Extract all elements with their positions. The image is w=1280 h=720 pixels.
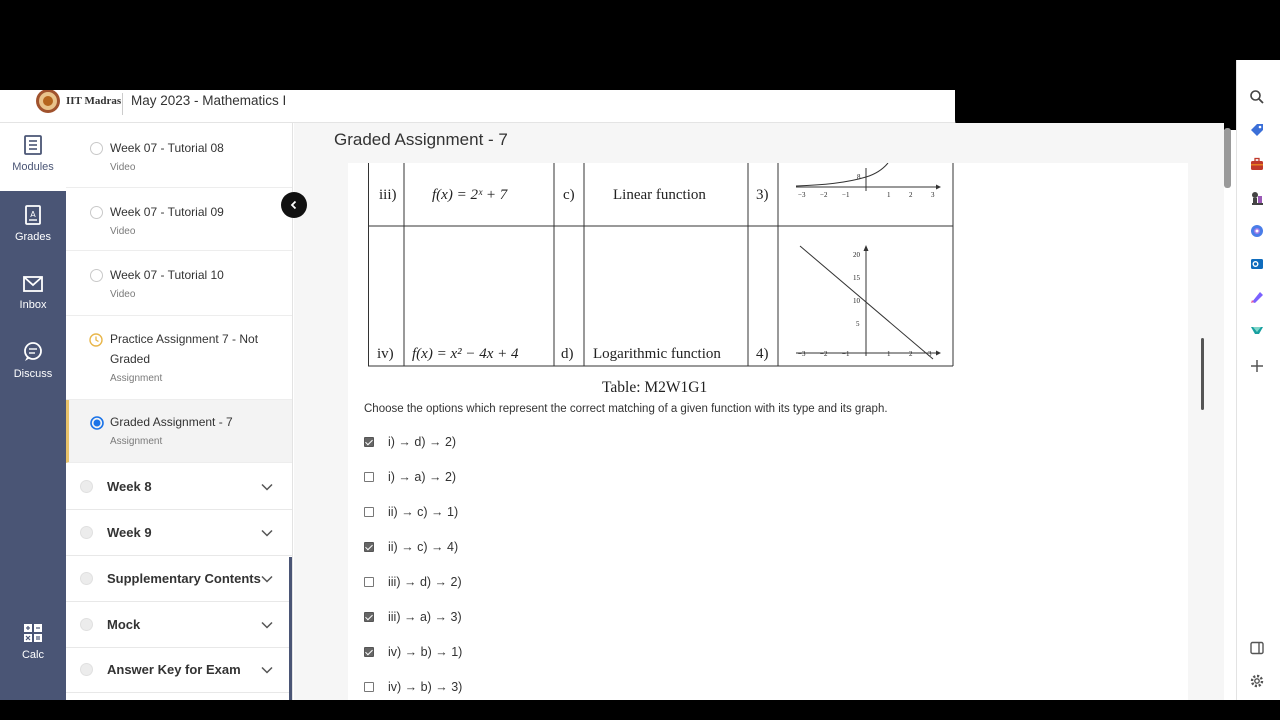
settings-icon[interactable] <box>1249 673 1265 689</box>
graph-3 <box>796 163 941 191</box>
tag-icon[interactable] <box>1249 122 1265 138</box>
org-name: IIT Madras <box>66 95 122 107</box>
tick-label: 3 <box>928 350 932 358</box>
lesson-title: Week 07 - Tutorial 08 <box>110 141 224 155</box>
sidebar-scrollbar[interactable] <box>289 557 292 700</box>
week-section-supplementary[interactable] <box>66 556 292 602</box>
page-scrollbar[interactable] <box>1224 128 1231 188</box>
checkbox-checked[interactable] <box>364 612 374 622</box>
status-radio-icon <box>80 480 93 493</box>
week-section-9[interactable] <box>66 510 292 556</box>
nav-label: Discuss <box>13 368 53 380</box>
tick-label: −1 <box>842 350 850 358</box>
option-label: iii) → d) → 2) <box>388 575 462 589</box>
option-label: i) → d) → 2) <box>388 435 457 449</box>
nav-label: Inbox <box>19 299 47 311</box>
lesson-title: Week 07 - Tutorial 09 <box>110 205 224 219</box>
option-label: ii) → c) → 1) <box>388 505 459 519</box>
graph-number: 3) <box>756 187 769 203</box>
tick-label: −3 <box>798 191 806 199</box>
modules-icon <box>21 133 45 157</box>
lesson-type: Video <box>110 289 136 300</box>
content-scrollbar[interactable] <box>1201 338 1204 410</box>
sidebar-toggle-icon[interactable] <box>1249 640 1265 656</box>
current-lesson-icon <box>90 416 104 430</box>
table-caption: Table: M2W1G1 <box>602 379 708 396</box>
page-title: Graded Assignment - 7 <box>334 130 508 149</box>
tick-label: 1 <box>887 191 891 199</box>
option-label: iv) → b) → 3) <box>388 680 463 694</box>
option-label: iii) → a) → 3) <box>388 610 462 624</box>
assignment-card <box>348 163 1188 700</box>
lesson-type: Video <box>110 162 136 173</box>
nav-label: Grades <box>14 231 52 243</box>
nav-label: Calc <box>21 649 44 661</box>
nav-calc[interactable] <box>0 611 66 679</box>
lesson-item-current[interactable] <box>66 400 292 463</box>
type-letter: d) <box>561 346 574 362</box>
checkbox[interactable] <box>364 507 374 517</box>
tick-label: 2 <box>909 191 913 199</box>
week-title: Mock <box>107 617 141 632</box>
lesson-item[interactable] <box>66 316 292 400</box>
status-radio-icon <box>90 206 103 219</box>
status-radio-icon <box>90 142 103 155</box>
function-type: Logarithmic function <box>593 346 721 362</box>
week-section-answer-key[interactable] <box>66 647 292 693</box>
tick-label: −1 <box>842 191 850 199</box>
row-number: iv) <box>377 346 394 362</box>
chevron-down-icon <box>260 526 274 540</box>
lesson-type: Video <box>110 226 136 237</box>
type-letter: c) <box>563 187 575 203</box>
lesson-item[interactable] <box>66 188 292 251</box>
function-cell: f(x) = x² − 4x + 4 <box>412 346 519 362</box>
status-radio-icon <box>80 572 93 585</box>
nav-discuss[interactable] <box>0 330 66 398</box>
lesson-title: Graded Assignment - 7 <box>110 415 233 429</box>
checkbox[interactable] <box>364 682 374 692</box>
chevron-down-icon <box>260 663 274 677</box>
week-section-mock[interactable] <box>66 602 292 648</box>
week-title: Supplementary Contents <box>107 571 261 586</box>
tick-label: 20 <box>853 251 860 259</box>
option-label: iv) → b) → 1) <box>388 645 463 659</box>
inbox-icon <box>21 271 45 295</box>
tick-label: −2 <box>820 350 828 358</box>
lesson-title: Practice Assignment 7 - Not Graded <box>110 332 259 366</box>
lesson-item[interactable] <box>66 251 292 316</box>
grades-icon <box>21 203 45 227</box>
course-title[interactable]: May 2023 - Mathematics I <box>131 93 287 108</box>
lesson-type: Assignment <box>110 373 163 384</box>
tick-label: −2 <box>820 191 828 199</box>
top-header <box>0 90 1236 123</box>
nav-modules[interactable] <box>0 123 66 191</box>
checkbox[interactable] <box>364 472 374 482</box>
graph-number: 4) <box>756 346 769 362</box>
add-icon[interactable] <box>1249 358 1265 374</box>
tick-label: −3 <box>798 350 806 358</box>
status-radio-icon <box>80 618 93 631</box>
tick-label: 8 <box>857 173 861 181</box>
checkbox[interactable] <box>364 577 374 587</box>
svg-text:A: A <box>30 210 36 219</box>
status-radio-icon <box>90 269 103 282</box>
function-cell: f(x) = 2ˣ + 7 <box>432 187 508 203</box>
question-text: Choose the options which represent the correct matching of a given function with its type and its graph. <box>364 403 888 415</box>
week-title: Answer Key for Exam <box>107 662 241 677</box>
status-radio-icon <box>80 526 93 539</box>
clock-icon <box>89 333 103 347</box>
tick-label: 5 <box>856 320 860 328</box>
discuss-icon <box>21 340 45 364</box>
option-label: ii) → c) → 4) <box>388 540 459 554</box>
left-nav <box>0 123 66 700</box>
tick-label: 10 <box>853 297 860 305</box>
tick-label: 15 <box>853 274 860 282</box>
chevron-left-icon <box>288 199 300 211</box>
checkbox-checked[interactable] <box>364 437 374 447</box>
header-divider <box>122 93 123 115</box>
lesson-type: Assignment <box>110 436 163 447</box>
nav-inbox[interactable] <box>0 261 66 329</box>
week-title: Week 9 <box>107 525 152 540</box>
module-sidebar <box>66 123 293 700</box>
chevron-down-icon <box>260 618 274 632</box>
briefcase-icon[interactable] <box>1249 156 1265 172</box>
graph-4 <box>796 245 941 359</box>
tick-label: 2 <box>909 350 913 358</box>
designer-icon[interactable] <box>1249 289 1265 305</box>
collapse-sidebar-button[interactable] <box>281 192 307 218</box>
week-section-8[interactable] <box>66 464 292 510</box>
row-number: iii) <box>379 187 397 203</box>
iitm-logo <box>33 90 63 116</box>
status-radio-icon <box>80 663 93 676</box>
chevron-down-icon <box>260 480 274 494</box>
lesson-item[interactable] <box>66 123 292 188</box>
function-type: Linear function <box>613 187 706 203</box>
nav-grades[interactable] <box>0 193 66 261</box>
calculator-icon <box>21 621 45 645</box>
chess-icon[interactable] <box>1249 190 1265 206</box>
checkbox-checked[interactable] <box>364 647 374 657</box>
chevron-down-icon <box>260 572 274 586</box>
lms-app <box>0 90 1236 700</box>
tick-label: 1 <box>887 350 891 358</box>
tick-label: 3 <box>931 191 935 199</box>
nav-label: Modules <box>12 161 54 173</box>
week-title: Week 8 <box>107 479 152 494</box>
drop-icon[interactable] <box>1249 322 1265 338</box>
outlook-icon[interactable] <box>1249 256 1265 272</box>
lesson-title: Week 07 - Tutorial 10 <box>110 268 224 282</box>
main-content <box>294 123 1224 700</box>
copilot-icon[interactable] <box>1249 223 1265 239</box>
checkbox-checked[interactable] <box>364 542 374 552</box>
search-icon[interactable] <box>1249 89 1265 105</box>
option-label: i) → a) → 2) <box>388 470 457 484</box>
